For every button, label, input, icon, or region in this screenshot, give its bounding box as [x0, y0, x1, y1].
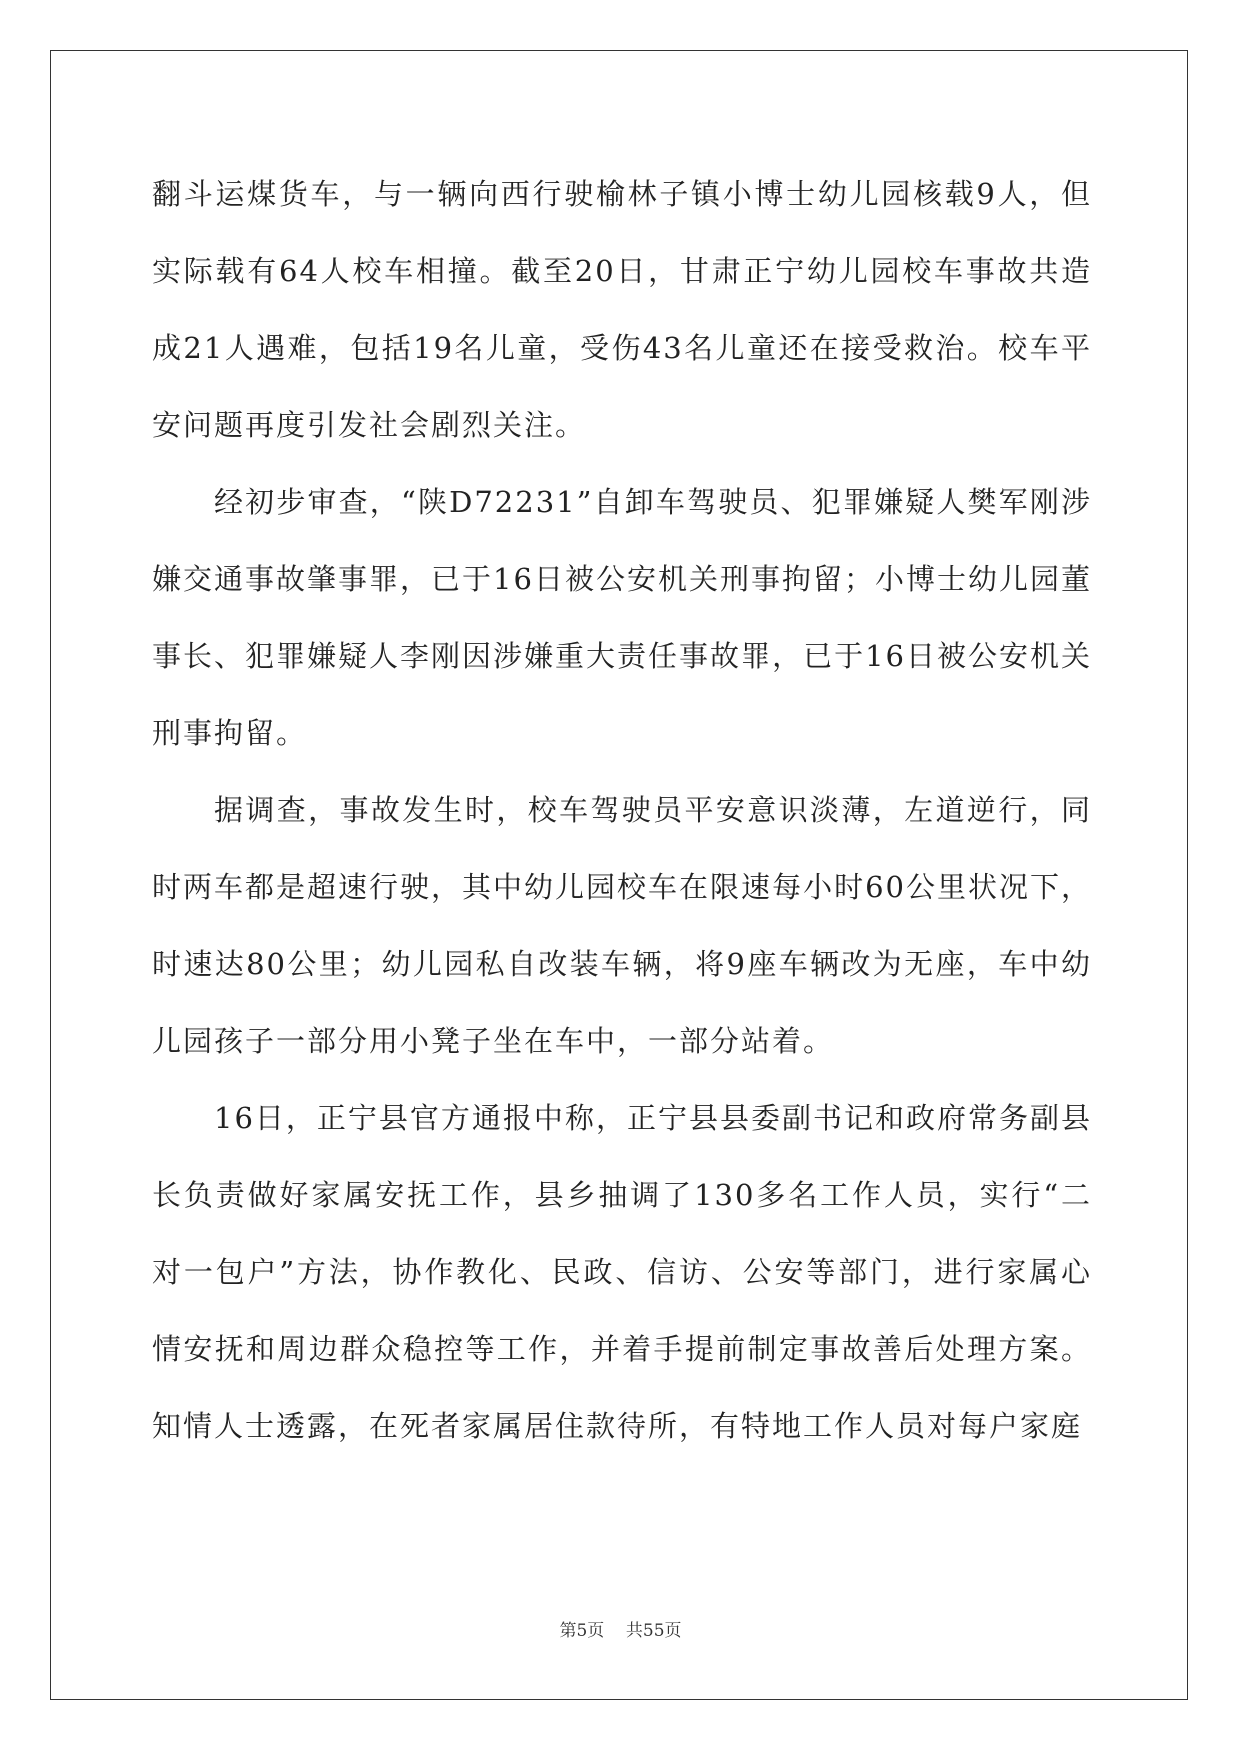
document-body	[152, 156, 1092, 1465]
paragraph-4: 16日，正宁县官方通报中称，正宁县县委副书记和政府常务副县长负责做好家属安抚工作，县乡抽调了130多名工作人员，实行“二对一包户”方法，协作教化、民政、信访、公安等部门，进行家属心情安抚和周边群众稳控等工作，并着手提前制定事故善后处理方案。知情人士透露，在死者家属居住款待所，有特地工作人员对每户家庭	[152, 1101, 1092, 1443]
page-number: 第5页	[559, 1621, 605, 1641]
page-total: 共55页	[625, 1621, 682, 1641]
paragraph-2: 经初步审查，“陕D72231”自卸车驾驶员、犯罪嫌疑人樊军刚涉嫌交通事故肇事罪，已于16日被公安机关刑事拘留；小博士幼儿园董事长、犯罪嫌疑人李刚因涉嫌重大责任事故罪，已于16日被公安机关刑事拘留。	[152, 485, 1092, 750]
page-footer	[0, 1616, 1241, 1641]
paragraph-3: 据调查，事故发生时，校车驾驶员平安意识淡薄，左道逆行，同时两车都是超速行驶，其中幼儿园校车在限速每小时60公里状况下，时速达80公里；幼儿园私自改装车辆，将9座车辆改为无座，车中幼儿园孩子一部分用小凳子坐在车中，一部分站着。	[152, 793, 1092, 1058]
paragraph-1: 翻斗运煤货车，与一辆向西行驶榆林子镇小博士幼儿园核载9人，但实际载有64人校车相撞。截至20日，甘肃正宁幼儿园校车事故共造成21人遇难，包括19名儿童，受伤43名儿童还在接受救治。校车平安问题再度引发社会剧烈关注。	[152, 177, 1092, 442]
